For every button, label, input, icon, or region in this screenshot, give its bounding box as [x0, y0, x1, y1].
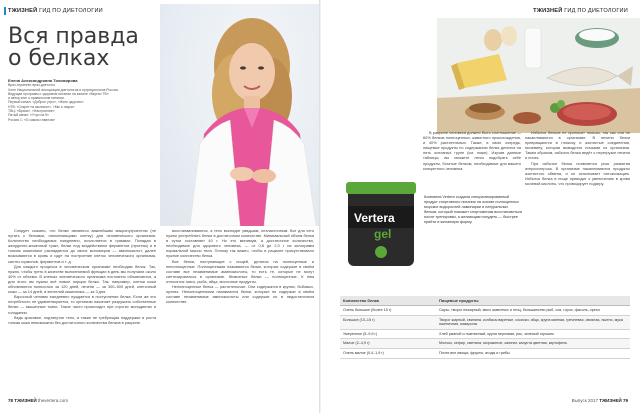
- author-line: НТВ: «Секрет на миллион», «Мы и наука»: [8, 104, 75, 109]
- table-row: [340, 339, 630, 349]
- footer-issue: Выпуск 2017: [571, 398, 598, 403]
- right-header: [533, 8, 628, 14]
- footer-brand: ТЖИЗНЕЙ: [599, 398, 622, 403]
- table-cell-amount: Малое (2–4,9 г): [340, 339, 436, 349]
- author-name: Елена Александровна Тихомирова: [8, 78, 78, 83]
- product-callout: [424, 195, 522, 224]
- table-row: [340, 348, 630, 358]
- table-cell-amount: Умеренное (5–9,9 г): [340, 329, 436, 339]
- left-header-section: ГИД ПО ДИЕТОЛОГИИ: [39, 8, 103, 14]
- paragraph: Все белки, поступающие с пищей, делятся на полноценные и неполноценные. Полноценными называются белки, которые содержат в своём составе все незаменимые аминокислоты, то есть те, которые не могут синтезироваться в организме. Животные белки — полноценные. К ним относятся: мясо, рыба, яйца, молочные продукты.: [166, 258, 314, 284]
- author-bio: [8, 79, 158, 122]
- table-cell-foods: Сыры, творог нежирный, мясо животных и птиц, большинство рыб, соя, горох, фасоль, орехи: [436, 306, 630, 316]
- right-header-section: ГИД ПО ДИЕТОЛОГИИ: [564, 8, 628, 14]
- paragraph: При избытке белка появляется риск развития атеросклероза. В организме накапливаются продукты азотистого обмена, и он испытывает интоксикацию. Избыток белка в пище приводит к увеличению в крови мочевой кислоты, что провоцирует подагру.: [525, 160, 630, 186]
- right-header-brand: ТЖИЗНЕЙ: [533, 8, 563, 14]
- table-cell-amount: Очень большое (более 15 г): [340, 306, 436, 316]
- product-sub-text: gel: [374, 227, 392, 241]
- vertera-gel-jar-image: [340, 178, 422, 270]
- article-title: [8, 26, 168, 70]
- title-line-2: о белках: [8, 46, 110, 71]
- footer-site: thevertera.com: [38, 398, 69, 403]
- author-line: Россия 1: «О самом главном»: [8, 117, 56, 122]
- article-body: [8, 228, 313, 388]
- table-header-foods: Пищевые продукты: [436, 296, 630, 306]
- author-line: Ведущая программ о здоровом питании на канале «Вкусно ТВ»: [8, 91, 109, 96]
- right-page: [320, 0, 640, 413]
- paragraph: восстанавливаются, а тело выглядит увядшим, неэластичным. Вот для чего нужно употреблять белки в достаточном количестве. Минимальный объем белка в сутки составляет 40 г. Но это минимум, а достаточное количество, необходимое для здорового человека, — от 0,8 до 2,0 г на килограмм нормальной массы тела. Потому так важно, чтобы в рационе присутствовало нужное количество белка.: [166, 228, 314, 259]
- author-line: Первый канал: «Доброе утро», «Жить здорово»: [8, 100, 84, 105]
- article-column-left: [8, 228, 156, 325]
- table-cell-foods: Молоко, кефир, сметана, мороженое, шпинат, капуста цветная, картофель: [436, 339, 630, 349]
- page-number: 79: [622, 398, 628, 403]
- author-portrait-image: [160, 4, 320, 226]
- page-number: 78: [8, 398, 14, 403]
- article-column-right: [166, 228, 314, 304]
- product-brand-text: Vertera: [354, 211, 395, 225]
- table-row: [340, 306, 630, 316]
- left-header-brand: ТЖИЗНЕЙ: [8, 8, 38, 14]
- footer-brand: ТЖИЗНЕЙ: [14, 398, 37, 403]
- table-cell-amount: Очень малое (0,4–1,9 г): [340, 348, 436, 358]
- table-cell-foods: Хлеб ржаной и пшеничный, крупа перловая, рис, зеленый горошек: [436, 329, 630, 339]
- table-header-row: [340, 296, 630, 306]
- author-line: ТВЦ: «Врачи», «Настроение»: [8, 109, 55, 114]
- right-page-footer: [572, 398, 628, 403]
- author-line: Пятый канал: «Утро на 5»: [8, 113, 49, 118]
- side-text: [525, 130, 630, 186]
- table-cell-amount: Большое (10–15 г): [340, 315, 436, 329]
- paragraph: В рационе человека должно быть соотношение — 60% белков полноценных, животного происхождения, и 40% растительных. Также, в свою очередь, пищевые продукты по содержанию белка делятся на пять основных групп (см. ниже). Изучив данные таблицы, вы сможете легко подобрать себе продукты, богатые белком, необходимые для вашего конкретного человека.: [423, 130, 521, 171]
- left-page-footer: [8, 398, 68, 403]
- author-photo: [160, 4, 320, 226]
- table-row: [340, 315, 630, 329]
- table-header-amount: Количество белка: [340, 296, 436, 306]
- author-line: Член Национальной ассоциации диетологов и нутрициологов России.: [8, 87, 119, 92]
- title-line-1: Вся правда: [8, 24, 139, 49]
- protein-table: [340, 296, 630, 359]
- table-cell-foods: Почти все овощи, фрукты, ягоды и грибы: [436, 348, 630, 358]
- header-accent-bar: [4, 7, 6, 15]
- intro-text: [423, 130, 521, 171]
- protein-foods-photo: [437, 18, 640, 133]
- author-line: Врач-терапевт, врач-диетолог.: [8, 83, 56, 88]
- table-cell-foods: Творог жирный, свинина, колбасы вареные, сосиски, яйцо, крупа манная, гречневая, овсяная, пшено, мука пшеничная, макароны: [436, 315, 630, 329]
- author-line: и автор книг о правильном питании.: [8, 96, 65, 101]
- paragraph: Следует сказать, что белки являются важнейшим макронутриентом (не путать с белками, наполняющими клетку) для человеческого организма. Количество необходимых ежедневно, исчисляется в граммах. Попадая в желудочно-кишечный тракт, белки под воздействием ферментов (протеаз) и в тонком кишечнике распадаются до своих мономеров — аминокислот, далее всасываются в кровь и идут на построение клеток человеческого организма, синтез гормонов, ферментов и т. д.: [8, 228, 156, 264]
- paragraph: Ведь красивое, подтянутое тело, а также не требующая поддержки и роста тонкая кожа невозможны без достаточного количества белков в рационе.: [8, 314, 156, 325]
- paragraph: Неполноценные белка — растительные. Они содержатся в крупах, бобовых, орехах. Неполноценными называются белки, которые не содержат в своём составе незаменимые аминокислоты или содержат их в недостаточном количестве.: [166, 284, 314, 305]
- paragraph: Взрослый человек ежедневно нуждается в поступлении белка. Если же его потребность не удовлетворяется, то организм начинает разрушать собственные белки — мышечные ткани. Такое часто происходит при строгих монодиетах и голодании.: [8, 294, 156, 315]
- paragraph: Для каждого процесса в человеческом организме необходим белок. Так, нужно, чтобы треть в качестве выполняемой функции в день мы получали около 40% от объема. В клетках человеческого организма постоянно обновляются, а для этого им нужны всё новые порции белка. Так, например, клетки кожи обновляются полностью за 120 дней, печени — за 300–500 дней, клеточный кожи — за 14 дней, а эпителий кишечника — за 3 дня.: [8, 263, 156, 295]
- paragraph: Избыток белков не приносит пользы, так как они не накапливаются в организме. В печени белки превращаются в глюкозу и азотистые соединения, мочевину, которая выводится почками из организма. Таким образом, избыток белка ведёт к перегрузке печени и почек.: [525, 130, 630, 161]
- protein-foods-image: [437, 18, 640, 133]
- callout-text: Компания Vertera создала специализированный продукт спортивного питания на основе полноценных морских водорослей ламинарии и натуральных белков, который поможет спортсменам восстановиться после тренировки, а желающим похудеть — быстрее прийти в желаемую форму.: [424, 195, 522, 224]
- left-header: [8, 8, 103, 14]
- product-image: [340, 178, 422, 270]
- table-row: [340, 329, 630, 339]
